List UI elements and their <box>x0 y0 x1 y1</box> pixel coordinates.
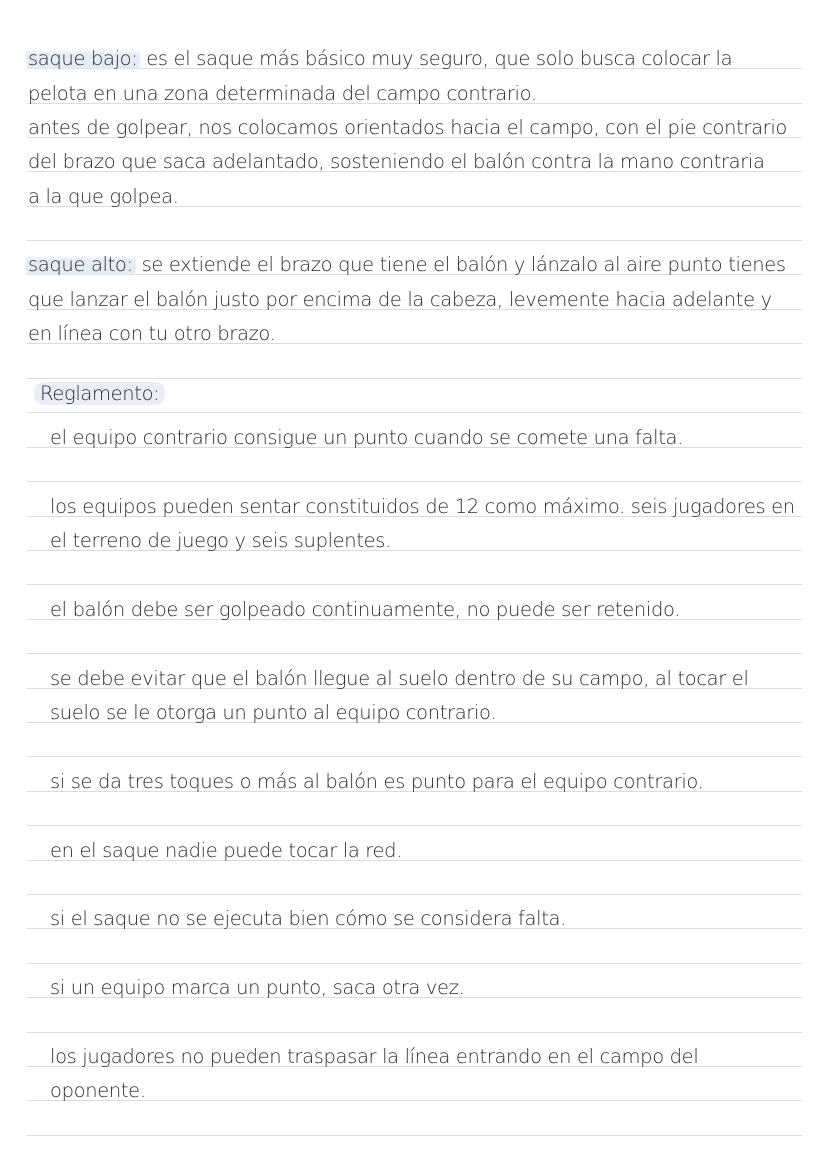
text-line: del brazo que saca adelantado, sosteniendo el balón contra la mano contraria <box>28 150 765 173</box>
rule-line <box>27 653 802 654</box>
rule-item-continuation: suelo se le otorga un punto al equipo contrario. <box>50 701 497 724</box>
heading-highlight: Reglamento: <box>34 382 165 405</box>
text-line: que lanzar el balón justo por encima de la cabeza, levemente hacia adelante y <box>28 288 772 311</box>
rule-item: si un equipo marca un punto, saca otra vez. <box>50 976 465 999</box>
rule-line <box>27 412 802 413</box>
rule-line <box>27 584 802 585</box>
term-highlight: saque bajo: <box>26 47 140 70</box>
rule-line <box>27 825 802 826</box>
text-line: en línea con tu otro brazo. <box>28 322 276 345</box>
text-line: a la que golpea. <box>28 185 179 208</box>
reglamento-heading <box>40 382 165 406</box>
term-highlight: saque alto: <box>26 253 136 276</box>
rule-item-continuation: oponente. <box>50 1079 146 1102</box>
rule-line <box>27 1135 802 1136</box>
rule-line <box>27 963 802 964</box>
rule-item: los jugadores no pueden traspasar la línea entrando en el campo del <box>50 1045 699 1068</box>
rule-line <box>27 378 802 379</box>
line-text: se extiende el brazo que tiene el balón y lánzalo al aire punto tienes <box>135 253 786 276</box>
rule-item: si se da tres toques o más al balón es punto para el equipo contrario. <box>50 770 704 793</box>
rule-line <box>27 756 802 757</box>
rule-item: se debe evitar que el balón llegue al suelo dentro de su campo, al tocar el <box>50 667 749 690</box>
rule-item: el balón debe ser golpeado continuamente, no puede ser retenido. <box>50 598 681 621</box>
rule-item: el equipo contrario consigue un punto cuando se comete una falta. <box>50 426 683 449</box>
text-line <box>28 47 732 71</box>
rule-line <box>27 481 802 482</box>
rule-line <box>27 240 802 241</box>
rule-item-continuation: el terreno de juego y seis suplentes. <box>50 529 391 552</box>
text-line: antes de golpear, nos colocamos orientados hacia el campo, con el pie contrario <box>28 116 787 139</box>
rule-line <box>27 894 802 895</box>
rule-item: si el saque no se ejecuta bien cómo se considera falta. <box>50 907 566 930</box>
line-text: es el saque más básico muy seguro, que solo busca colocar la <box>140 47 733 70</box>
text-line <box>28 253 786 277</box>
rule-line <box>27 1032 802 1033</box>
text-line: pelota en una zona determinada del campo contrario. <box>28 82 537 105</box>
rule-item: en el saque nadie puede tocar la red. <box>50 839 403 862</box>
rule-item: los equipos pueden sentar constituidos de 12 como máximo. seis jugadores en <box>50 495 795 518</box>
